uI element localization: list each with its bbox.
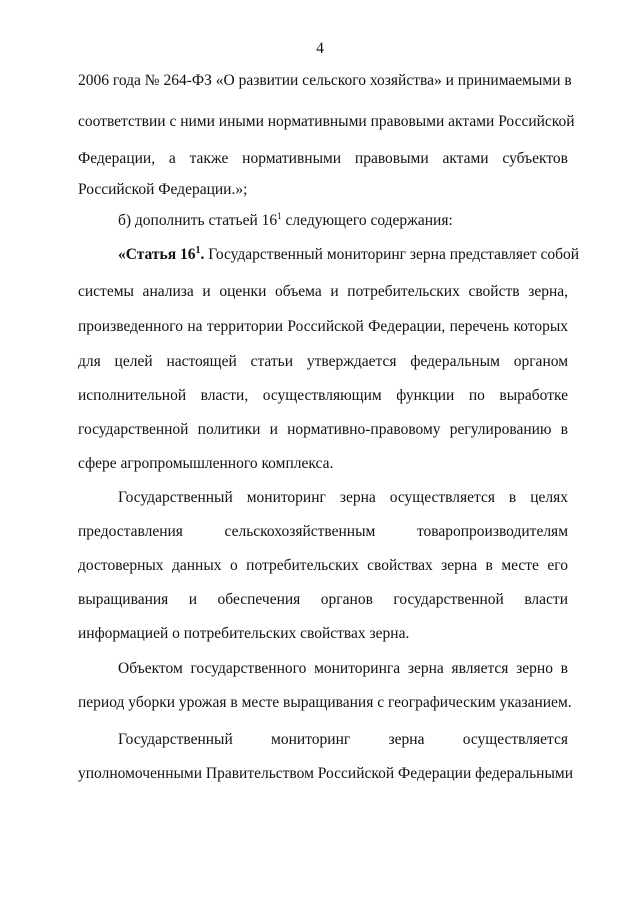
article-heading-line — [118, 245, 580, 264]
text-line: Государственный мониторинг зерна представляет собой — [208, 246, 580, 263]
article-title: «Статья $16^1$. — [118, 245, 205, 263]
text-line: для целей настоящей статьи утверждается федеральным органом — [78, 353, 568, 370]
text-line: период уборки урожая в месте выращивания с географическим указанием. — [78, 694, 572, 711]
text-line: достоверных данных о потребительских свойствах зерна в месте его — [78, 557, 568, 574]
item-b-line — [118, 212, 568, 230]
text-line: исполнительной власти, осуществляющим функции по выработке — [78, 387, 568, 404]
text-line: предоставления сельскохозяйственным товаропроизводителям — [78, 523, 568, 540]
text-line: Федерации, а также нормативными правовыми актами субъектов — [78, 150, 568, 167]
text-line: информацией о потребительских свойствах зерна. — [78, 625, 410, 642]
item-b-prefix: б) дополнить статьей 16 — [118, 212, 278, 229]
text-line: системы анализа и оценки объема и потребительских свойств зерна, — [78, 283, 568, 300]
page-number: 4 — [316, 40, 324, 57]
text-line: государственной политики и нормативно-правовому регулированию в — [78, 421, 568, 438]
text-line: выращивания и обеспечения органов государственной власти — [78, 591, 568, 608]
text-line: 2006 года № 264-ФЗ «О развитии сельского хозяйства» и принимаемыми в — [78, 72, 572, 89]
text-line: сфере агропромышленного комплекса. — [78, 455, 334, 472]
text-line: Российской Федерации.»; — [78, 181, 248, 198]
item-b-superscript: 1 — [277, 211, 282, 221]
item-b-suffix: следующего содержания: — [281, 212, 453, 229]
text-line: Государственный мониторинг зерна осуществляется в целях — [118, 489, 568, 506]
text-line: Государственный мониторинг зерна осуществляется — [118, 731, 568, 748]
text-line: Объектом государственного мониторинга зерна является зерно в — [118, 660, 568, 677]
text-line: уполномоченными Правительством Российской Федерации федеральными — [78, 765, 573, 782]
text-line: соответствии с ними иными нормативными правовыми актами Российской — [78, 113, 575, 130]
text-line: произведенного на территории Российской Федерации, перечень которых — [78, 318, 568, 335]
